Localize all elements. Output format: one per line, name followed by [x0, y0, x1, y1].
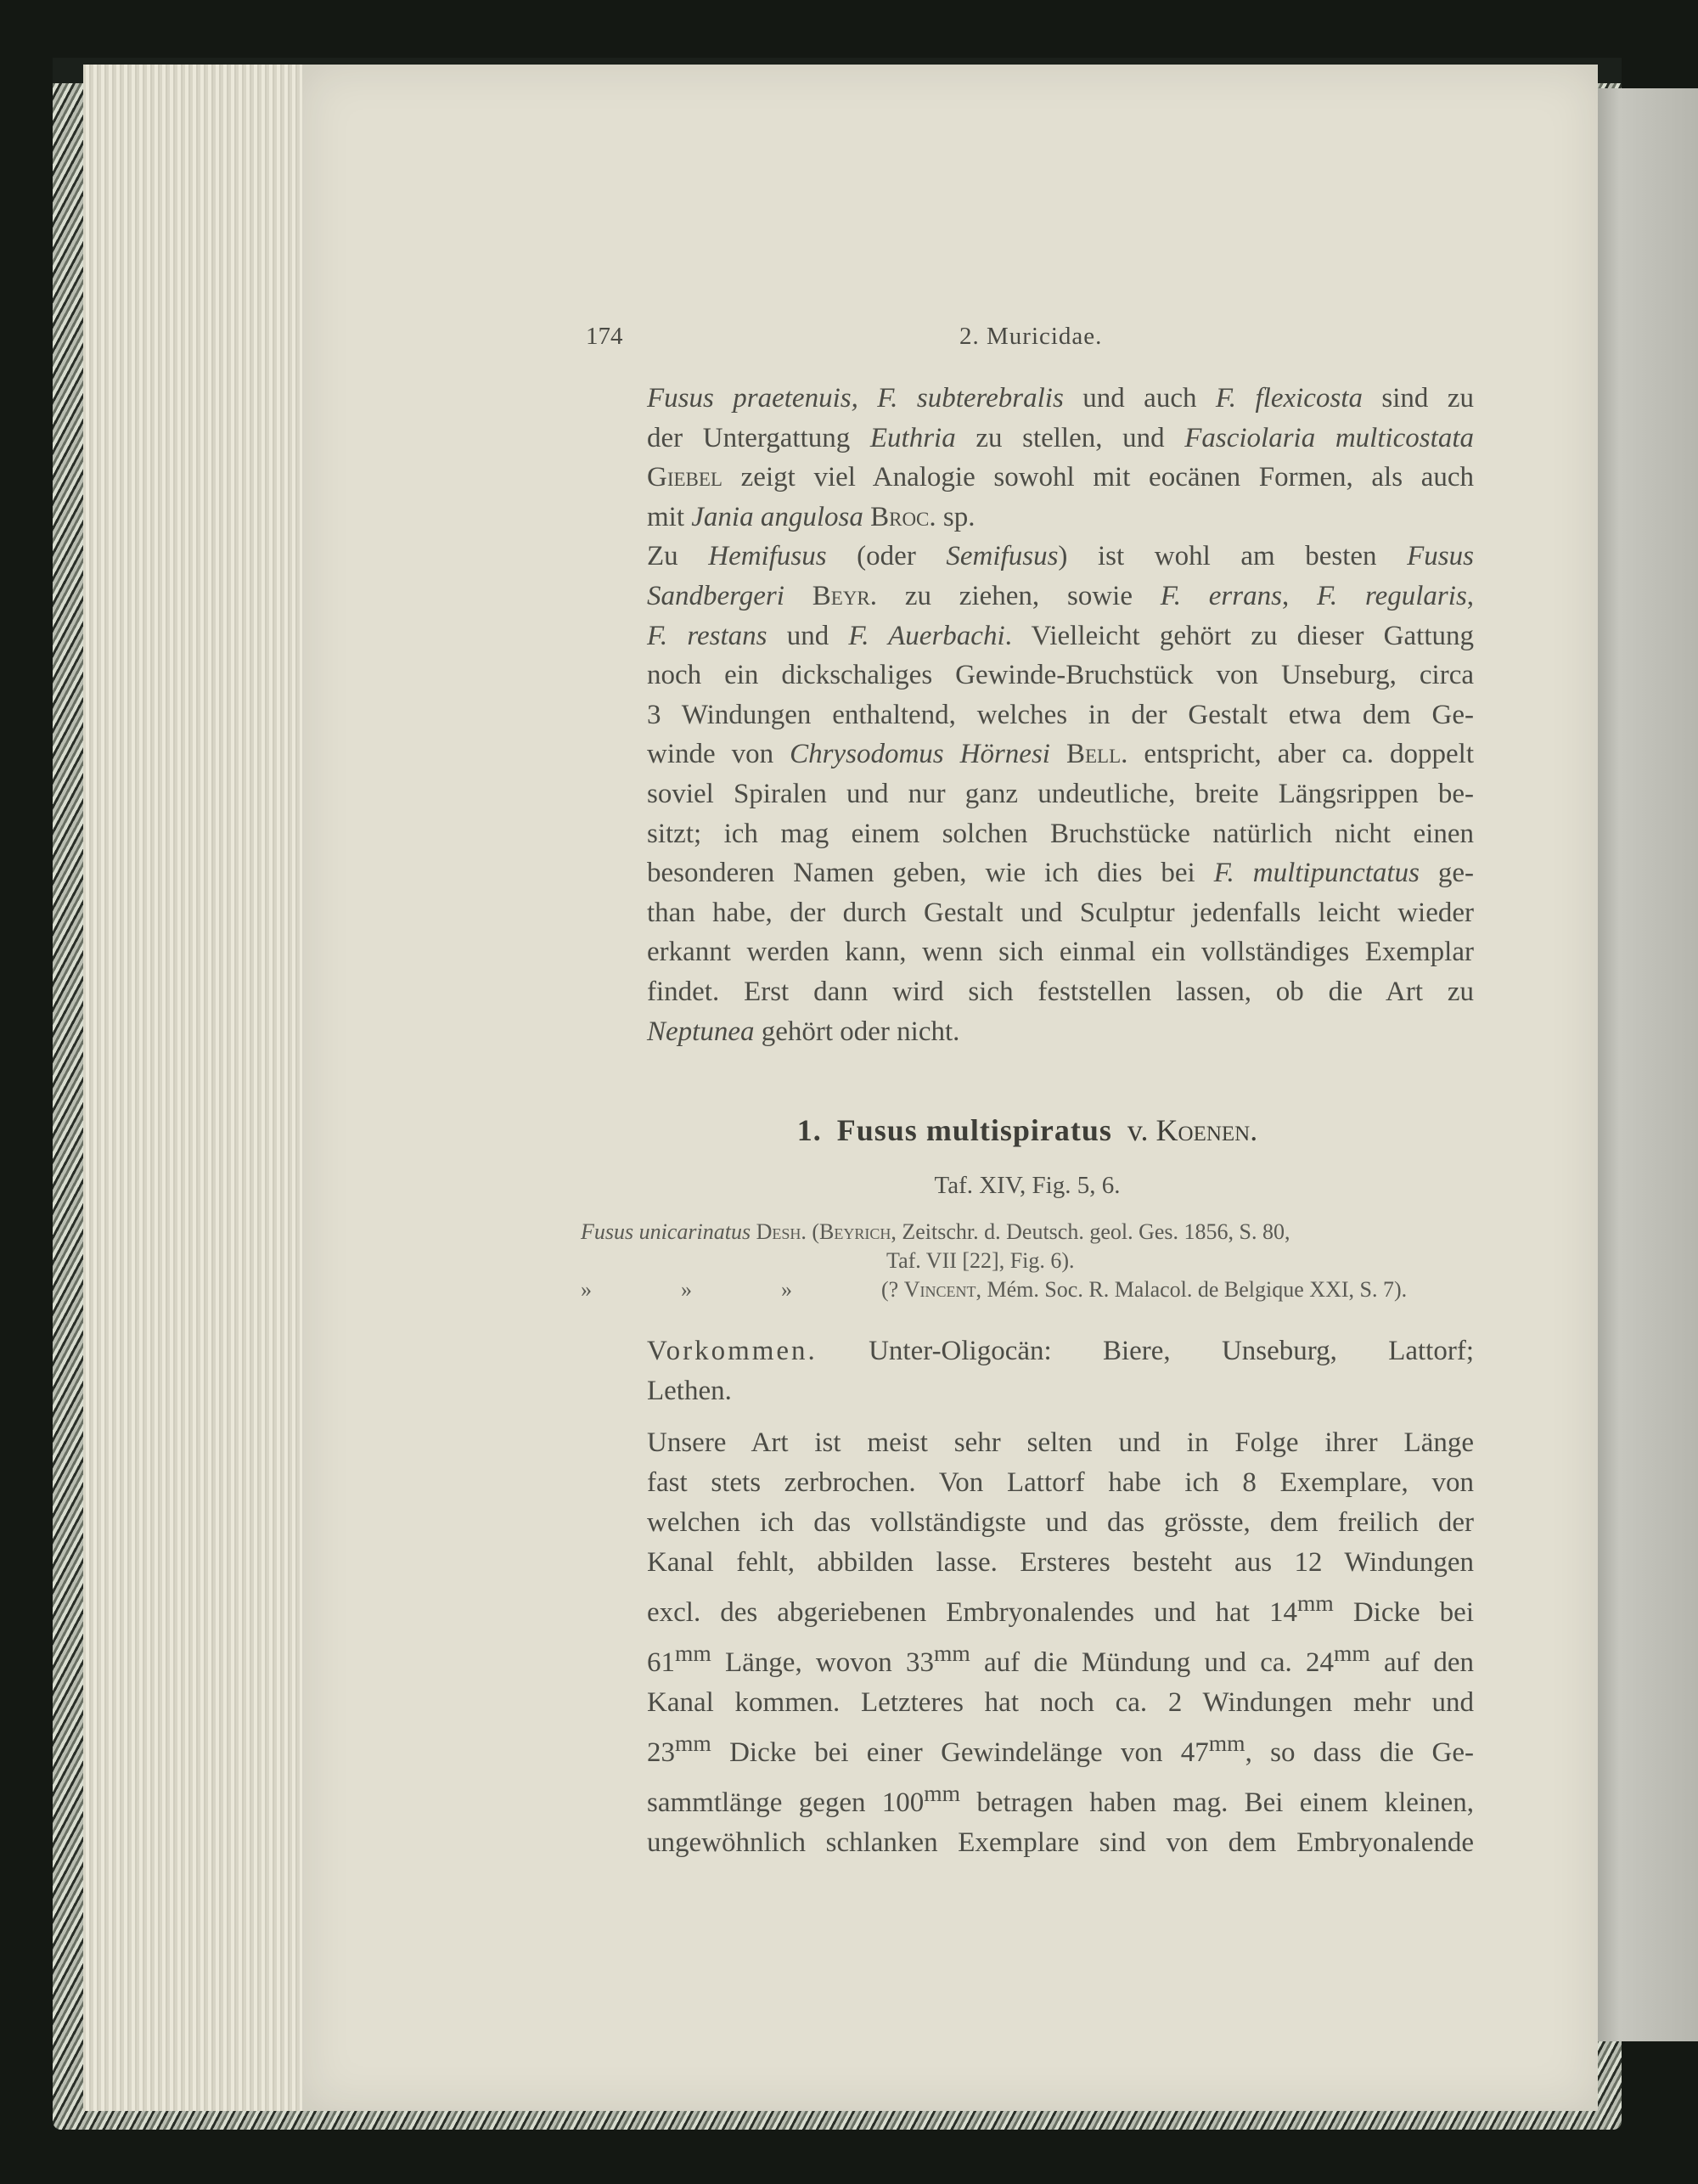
text-line: erkannt werden kann, wenn sich einmal ein vollständiges Exemplar [647, 937, 1474, 968]
text-run [1050, 739, 1066, 769]
text-line [581, 1331, 1474, 1371]
text-run: , [1281, 580, 1318, 611]
text-run: . Vielleicht gehört zu dieser Gattung [1004, 620, 1474, 651]
author-name: Desh. [756, 1219, 807, 1244]
description-paragraph [581, 1423, 1474, 1863]
synonymy-continuation: Taf. VII [22], Fig. 6). [886, 1248, 1075, 1273]
text-run: zu ziehen, sowie [877, 580, 1161, 611]
page-header [586, 323, 1477, 365]
author-name: Beyr. [812, 580, 878, 611]
ditto-mark: » [581, 1277, 592, 1302]
text-run: ) ist wohl am besten [1058, 541, 1408, 572]
text-run: Dicke bei [1333, 1597, 1474, 1628]
text-run: sind zu [1362, 383, 1474, 414]
taxon-name: Semifusus [946, 541, 1059, 572]
paragraph-2 [581, 537, 1474, 1051]
taxon-name: F. Auerbachi [848, 620, 1005, 651]
text-run: betragen haben mag. Bei einem kleinen, [960, 1787, 1474, 1818]
text-line [581, 1633, 1474, 1683]
taxon-name: Chrysodomus Hörnesi [790, 739, 1050, 770]
unit-superscript: mm [934, 1640, 970, 1666]
author-name: Bell. [1065, 739, 1128, 770]
text-run: 61 [647, 1647, 675, 1678]
text-run: winde von [647, 739, 790, 770]
text-run: und [767, 620, 849, 651]
text-run: , [1466, 580, 1475, 611]
facing-page-edge [1586, 88, 1698, 2041]
unit-superscript: mm [1297, 1590, 1334, 1616]
text-line [581, 735, 1474, 774]
text-run: (oder [826, 541, 947, 572]
unit-superscript: mm [924, 1780, 961, 1806]
taxon-name: Euthria [869, 422, 956, 453]
page-stack-edge [83, 65, 304, 2111]
taxon-name: F. restans [647, 620, 767, 651]
occurrence-label: Vorkommen. [647, 1336, 818, 1366]
text-line [581, 1012, 1474, 1052]
text-line: welchen ich das vollständigste und das grösste, dem freilich der [647, 1507, 1474, 1538]
text-run: entspricht, aber ca. doppelt [1127, 739, 1474, 770]
author-name: Giebel [647, 462, 722, 493]
text-line: fast stets zerbrochen. Von Lattorf habe ich 8 Exemplare, von [647, 1467, 1474, 1498]
text-run [863, 502, 870, 532]
text-line: Kanal kommen. Letzteres hat noch ca. 2 Windungen mehr und [647, 1687, 1474, 1718]
text-run: (? [881, 1277, 904, 1302]
taxon-name: Fusus [1407, 541, 1474, 572]
text-line: Lethen. [647, 1376, 732, 1406]
text-run: besonderen Namen geben, wie ich dies bei [647, 858, 1214, 889]
taxon-name: F. errans [1160, 580, 1282, 611]
text-run: auf den [1369, 1647, 1474, 1678]
taxon-name: Sandbergeri [647, 580, 784, 611]
text-run: , Zeitschr. d. Deutsch. geol. Ges. 1856, S. 80, [891, 1219, 1290, 1244]
taxon-name: Fasciolaria multicostata [1184, 422, 1474, 453]
taxon-name: F. multipunctatus [1213, 858, 1420, 889]
taxon-name: F. flexicosta [1215, 383, 1363, 414]
page-number: 174 [586, 323, 623, 350]
text-run: Länge, wovon 33 [711, 1647, 934, 1678]
author-prefix: v. [1127, 1113, 1149, 1147]
text-run: mit [647, 501, 692, 532]
text-line: Unsere Art ist meist sehr selten und in Folge ihrer Länge [647, 1427, 1474, 1458]
text-run: sp. [936, 501, 976, 532]
text-line: findet. Erst dann wird sich feststellen lassen, ob die Art zu [647, 976, 1474, 1007]
plate-reference: Taf. XIV, Fig. 5, 6. [934, 1172, 1121, 1199]
text-run: Unter-Oligocän: Biere, Unseburg, Lattorf; [817, 1336, 1474, 1366]
species-number: 1. [796, 1113, 822, 1147]
text-line: noch ein dickschaliges Gewinde-Bruchstück von Unseburg, circa [647, 660, 1474, 691]
text-line: 3 Windungen enthaltend, welches in der Gestalt etwa dem Ge- [647, 699, 1474, 730]
text-line: than habe, der durch Gestalt und Sculptur jedenfalls leicht wieder [647, 897, 1474, 928]
unit-superscript: mm [675, 1730, 711, 1756]
text-run: , Mém. Soc. R. Malacol. de Belgique XXI, S. 7). [976, 1277, 1408, 1302]
taxon-name: Fusus praetenuis, F. subterebralis [647, 383, 1064, 414]
text-line [581, 458, 1474, 498]
text-line [581, 1773, 1474, 1823]
taxon-name: Fusus unicarinatus [581, 1219, 751, 1244]
taxon-name: Neptunea [647, 1016, 755, 1047]
text-run: gehört oder nicht. [754, 1016, 960, 1047]
ditto-mark: » [681, 1277, 692, 1302]
author-name: Beyrich [819, 1219, 891, 1244]
text-line [581, 1723, 1474, 1773]
text-run: Dicke bei einer Gewindelänge von 47 [711, 1737, 1209, 1768]
text-run: ( [806, 1219, 820, 1244]
text-run: ge- [1419, 858, 1475, 889]
text-run: auf die Mündung und ca. 24 [970, 1647, 1334, 1678]
species-author: Koenen. [1155, 1113, 1258, 1147]
text-run: zu stellen, und [955, 422, 1185, 453]
ditto-mark: » [781, 1277, 792, 1302]
synonymy-entry [581, 1218, 1474, 1247]
running-head: 2. Muricidae. [959, 323, 1103, 350]
species-description [581, 1331, 1474, 1863]
text-run: sammtlänge gegen 100 [647, 1787, 925, 1818]
text-run [784, 581, 812, 611]
text-line [581, 379, 1474, 419]
author-name: Vincent [903, 1277, 976, 1302]
taxon-name: F. regularis [1317, 580, 1467, 611]
taxon-name: Jania angulosa [691, 501, 863, 532]
text-run: und auch [1063, 383, 1216, 414]
text-line [581, 577, 1474, 616]
species-heading [581, 1112, 1474, 1148]
text-line [581, 853, 1474, 893]
text-run: excl. des abgeriebenen Embryonalendes und hat 14 [647, 1597, 1297, 1628]
taxon-name: Hemifusus [708, 541, 827, 572]
text-line: ungewöhnlich schlanken Exemplare sind von dem Embryonalende [647, 1827, 1474, 1858]
text-run: Zu [647, 541, 709, 572]
author-name: Broc. [870, 501, 936, 532]
text-run: 23 [647, 1737, 675, 1768]
text-line [581, 419, 1474, 459]
synonymy-entry [581, 1275, 1474, 1304]
text-line [581, 537, 1474, 577]
text-line: sitzt; ich mag einem solchen Bruchstücke natürlich nicht einen [647, 818, 1474, 849]
unit-superscript: mm [1208, 1730, 1245, 1756]
text-line [581, 498, 1474, 538]
text-line: soviel Spiralen und nur ganz undeutliche, breite Längsrippen be- [647, 778, 1474, 809]
text-run: zeigt viel Analogie sowohl mit eocänen Formen, als auch [722, 462, 1474, 493]
paragraph-1 [581, 379, 1474, 537]
synonymy-list [581, 1218, 1474, 1304]
text-run: der Untergattung [647, 422, 870, 453]
species-name: Fusus multispiratus [836, 1113, 1112, 1147]
text-run: , so dass die Ge- [1245, 1737, 1474, 1768]
unit-superscript: mm [1333, 1640, 1370, 1666]
intro-text [581, 379, 1474, 1051]
text-line [581, 616, 1474, 656]
occurrence-paragraph [581, 1331, 1474, 1411]
unit-superscript: mm [675, 1640, 711, 1666]
text-line [581, 1583, 1474, 1633]
text-line: Kanal fehlt, abbilden lasse. Ersteres besteht aus 12 Windungen [647, 1547, 1474, 1578]
